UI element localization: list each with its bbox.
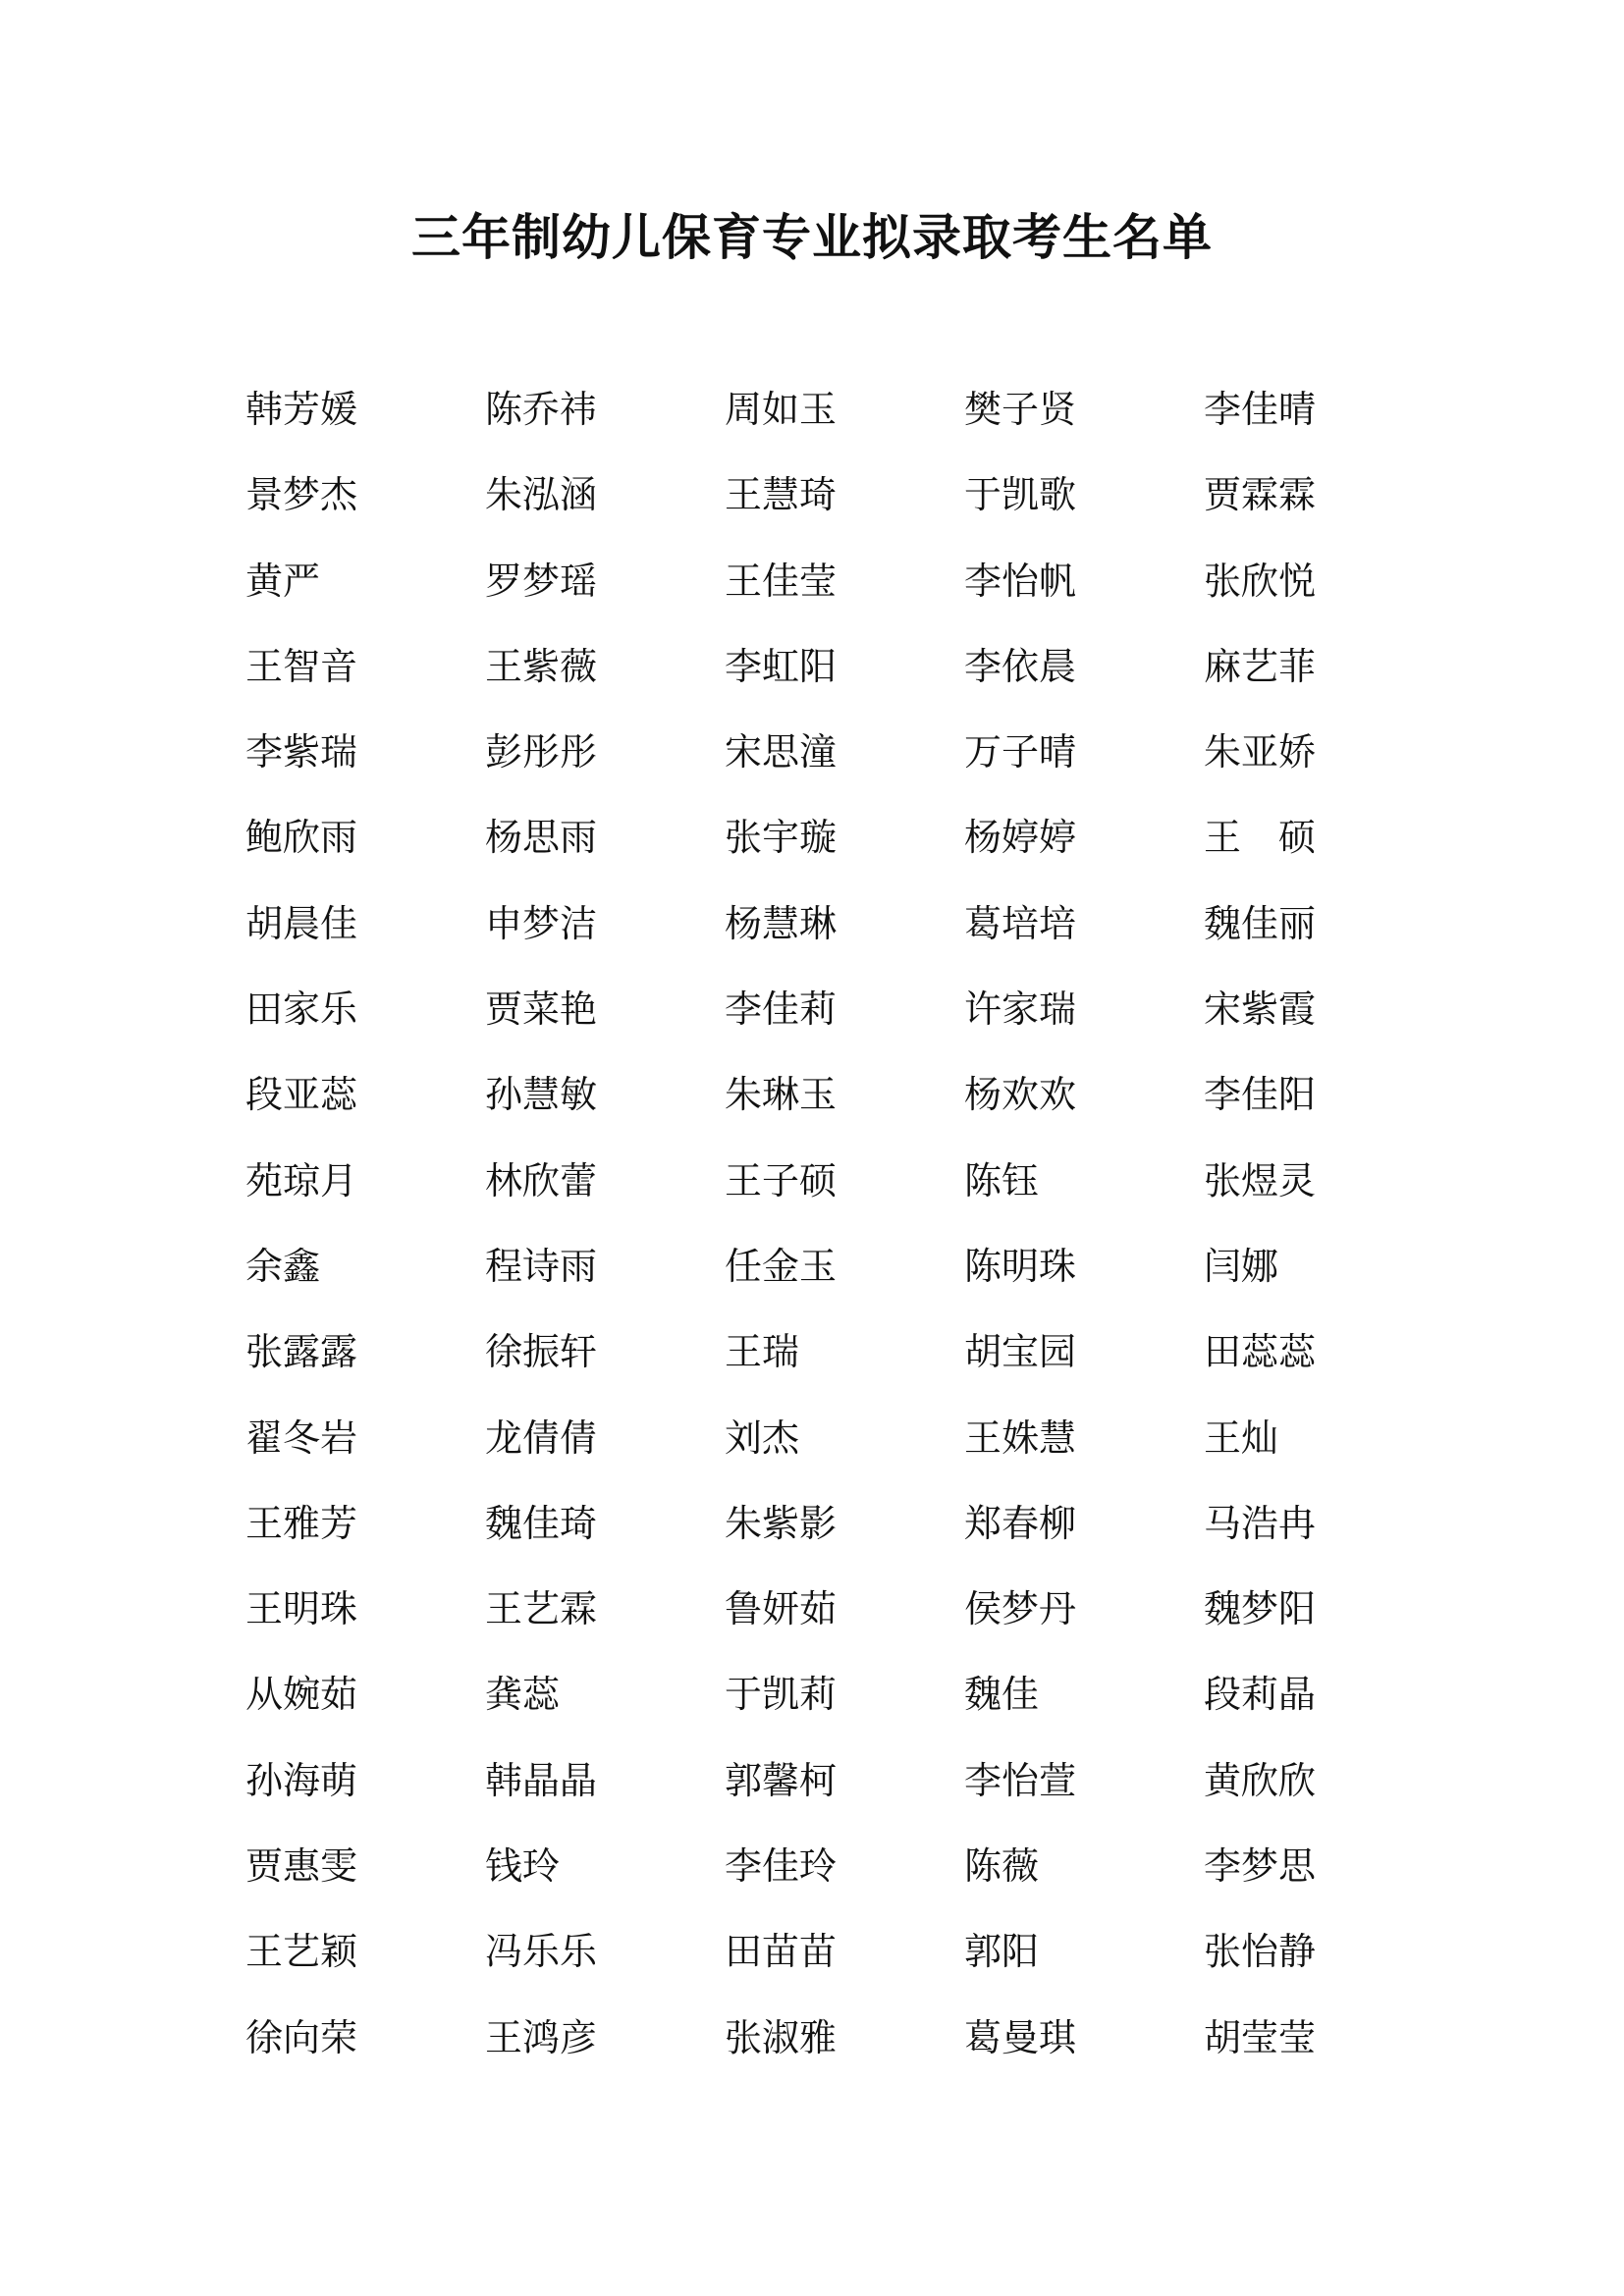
list-item: 李佳玲 bbox=[725, 1844, 838, 1889]
list-item: 景梦杰 bbox=[245, 473, 358, 517]
list-item: 魏梦阳 bbox=[1204, 1587, 1317, 1631]
list-item: 任金玉 bbox=[725, 1244, 838, 1288]
list-item: 黄欣欣 bbox=[1204, 1758, 1317, 1802]
list-item: 马浩冉 bbox=[1204, 1501, 1317, 1545]
list-item: 田苗苗 bbox=[725, 1930, 838, 1974]
list-item: 钱玲 bbox=[485, 1844, 561, 1889]
list-item: 许家瑞 bbox=[964, 988, 1077, 1032]
list-item: 葛培培 bbox=[964, 901, 1077, 945]
list-item: 朱亚娇 bbox=[1204, 730, 1317, 774]
list-item: 段莉晶 bbox=[1204, 1673, 1317, 1717]
list-item: 郑春柳 bbox=[964, 1501, 1077, 1545]
list-item: 李虹阳 bbox=[725, 644, 838, 688]
list-item: 黄严 bbox=[245, 559, 321, 603]
list-item: 彭彤彤 bbox=[485, 730, 598, 774]
list-item: 宋紫霞 bbox=[1204, 988, 1317, 1032]
list-item: 林欣蕾 bbox=[485, 1158, 598, 1202]
list-item: 冯乐乐 bbox=[485, 1930, 598, 1974]
list-item: 贾菜艳 bbox=[485, 988, 598, 1032]
list-item: 陈钰 bbox=[964, 1158, 1040, 1202]
list-item: 周如玉 bbox=[725, 388, 838, 431]
list-item: 徐向荣 bbox=[245, 2015, 358, 2059]
list-item: 张淑雅 bbox=[725, 2015, 838, 2059]
list-item: 朱泓涵 bbox=[485, 473, 598, 517]
list-item: 龚蕊 bbox=[485, 1673, 561, 1717]
list-item: 王智音 bbox=[245, 644, 358, 688]
list-item: 陈乔祎 bbox=[485, 388, 598, 431]
list-item: 鲍欣雨 bbox=[245, 816, 358, 860]
list-item: 陈明珠 bbox=[964, 1244, 1077, 1288]
list-item: 田家乐 bbox=[245, 988, 358, 1032]
list-item: 王艺霖 bbox=[485, 1587, 598, 1631]
list-item: 王姝慧 bbox=[964, 1415, 1077, 1460]
list-item: 王雅芳 bbox=[245, 1501, 358, 1545]
list-item: 李佳晴 bbox=[1204, 388, 1317, 431]
list-item: 李佳阳 bbox=[1204, 1073, 1317, 1117]
list-item: 贾霖霖 bbox=[1204, 473, 1317, 517]
list-item: 魏佳琦 bbox=[485, 1501, 598, 1545]
list-item: 龙倩倩 bbox=[485, 1415, 598, 1460]
list-item: 侯梦丹 bbox=[964, 1587, 1077, 1631]
list-item: 李梦思 bbox=[1204, 1844, 1317, 1889]
list-item: 王佳莹 bbox=[725, 559, 838, 603]
list-item: 韩芳媛 bbox=[245, 388, 358, 431]
list-item: 张怡静 bbox=[1204, 1930, 1317, 1974]
list-item: 胡莹莹 bbox=[1204, 2015, 1317, 2059]
list-item: 鲁妍茹 bbox=[725, 1587, 838, 1631]
list-item: 朱紫影 bbox=[725, 1501, 838, 1545]
list-item: 于凯歌 bbox=[964, 473, 1077, 517]
list-item: 张煜灵 bbox=[1204, 1158, 1317, 1202]
list-item: 葛曼琪 bbox=[964, 2015, 1077, 2059]
list-item: 李佳莉 bbox=[725, 988, 838, 1032]
list-item: 王慧琦 bbox=[725, 473, 838, 517]
list-item: 田蕊蕊 bbox=[1204, 1330, 1317, 1374]
list-item: 麻艺菲 bbox=[1204, 644, 1317, 688]
list-item: 李怡萱 bbox=[964, 1758, 1077, 1802]
list-item: 贾惠雯 bbox=[245, 1844, 358, 1889]
list-item: 胡晨佳 bbox=[245, 901, 358, 945]
list-item: 杨欢欢 bbox=[964, 1073, 1077, 1117]
list-item: 王明珠 bbox=[245, 1587, 358, 1631]
list-item: 张宇璇 bbox=[725, 816, 838, 860]
list-item: 胡宝园 bbox=[964, 1330, 1077, 1374]
list-item: 王艺颖 bbox=[245, 1930, 358, 1974]
list-item: 王瑞 bbox=[725, 1330, 800, 1374]
list-item: 王鸿彦 bbox=[485, 2015, 598, 2059]
list-item: 杨思雨 bbox=[485, 816, 598, 860]
list-item: 余鑫 bbox=[245, 1244, 321, 1288]
list-item: 李依晨 bbox=[964, 644, 1077, 688]
list-item: 郭馨柯 bbox=[725, 1758, 838, 1802]
page-title: 三年制幼儿保育专业拟录取考生名单 bbox=[411, 209, 1213, 266]
list-item: 苑琼月 bbox=[245, 1158, 358, 1202]
list-item: 万子晴 bbox=[964, 730, 1077, 774]
list-item: 韩晶晶 bbox=[485, 1758, 598, 1802]
list-item: 樊子贤 bbox=[964, 388, 1077, 431]
list-item: 张露露 bbox=[245, 1330, 358, 1374]
list-item: 宋思潼 bbox=[725, 730, 838, 774]
list-item: 陈薇 bbox=[964, 1844, 1040, 1889]
list-item: 王紫薇 bbox=[485, 644, 598, 688]
list-item: 申梦洁 bbox=[485, 901, 598, 945]
list-item: 段亚蕊 bbox=[245, 1073, 358, 1117]
list-item: 魏佳 bbox=[964, 1673, 1040, 1717]
name-list bbox=[245, 380, 1375, 2094]
list-item: 从婉茹 bbox=[245, 1673, 358, 1717]
list-item: 孙慧敏 bbox=[485, 1073, 598, 1117]
list-item: 王 硕 bbox=[1204, 816, 1317, 860]
list-item: 李怡帆 bbox=[964, 559, 1077, 603]
list-item: 徐振轩 bbox=[485, 1330, 598, 1374]
list-item: 罗梦瑶 bbox=[485, 559, 598, 603]
list-item: 魏佳丽 bbox=[1204, 901, 1317, 945]
list-item: 刘杰 bbox=[725, 1415, 800, 1460]
list-item: 李紫瑞 bbox=[245, 730, 358, 774]
list-item: 杨慧琳 bbox=[725, 901, 838, 945]
list-item: 郭阳 bbox=[964, 1930, 1040, 1974]
list-item: 张欣悦 bbox=[1204, 559, 1317, 603]
list-item: 王子硕 bbox=[725, 1158, 838, 1202]
list-item: 闫娜 bbox=[1204, 1244, 1279, 1288]
list-item: 程诗雨 bbox=[485, 1244, 598, 1288]
list-item: 翟冬岩 bbox=[245, 1415, 358, 1460]
list-item: 朱琳玉 bbox=[725, 1073, 838, 1117]
list-item: 杨婷婷 bbox=[964, 816, 1077, 860]
list-item: 王灿 bbox=[1204, 1415, 1279, 1460]
list-item: 孙海萌 bbox=[245, 1758, 358, 1802]
list-item: 于凯莉 bbox=[725, 1673, 838, 1717]
